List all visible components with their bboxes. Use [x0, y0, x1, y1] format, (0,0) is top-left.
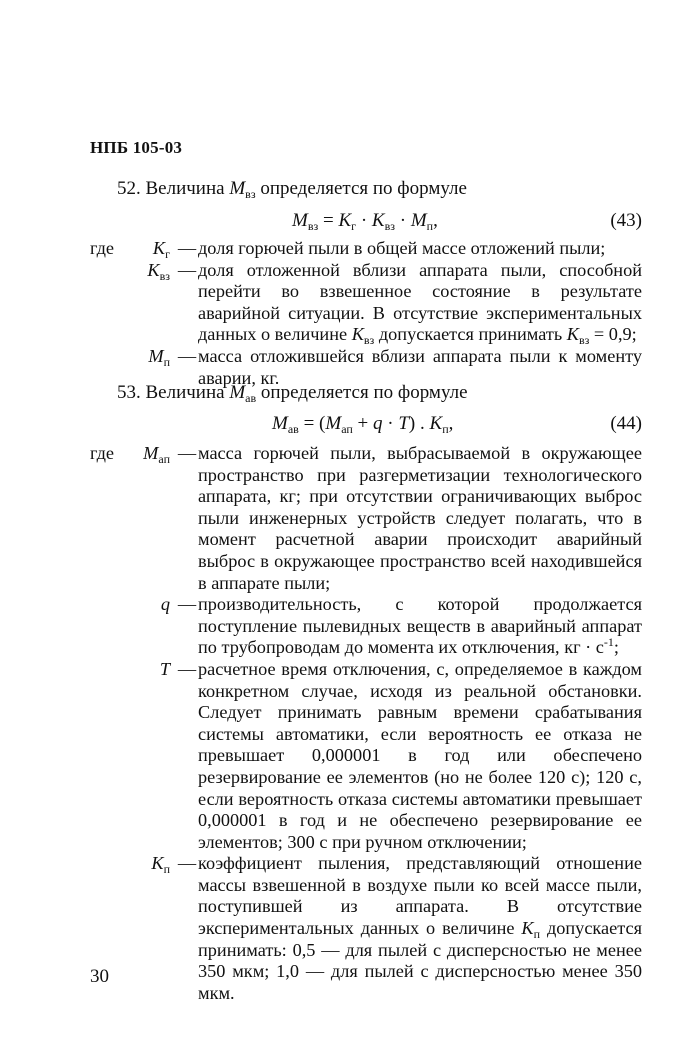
definition-dash: —: [177, 443, 197, 463]
item-52-symbol: M: [229, 178, 246, 199]
item-53-symbol-sub: ав: [245, 391, 257, 405]
formula-43: [292, 210, 438, 232]
formula-44-m-sub: ап: [341, 422, 353, 436]
definitions-43: [90, 238, 642, 389]
definition-text: коэффициент пыления, представляющий отношение массы взвешенной в воздухе пыли ко всей массе пыли, поступившей из аппарата. В отсутствие экспериментальных данных о величине $K_п$ допускается принимать: 0,5 — для пылей с дисперсностью не менее 350 мкм; 1,0 — для пылей с дисперсностью менее 350 мкм.: [198, 853, 642, 1003]
formula-44-tail: ,: [448, 413, 454, 434]
formula-44-lhs-sub: ав: [287, 422, 299, 436]
where-label: где: [90, 443, 115, 463]
definition-dash: —: [177, 238, 197, 258]
definition-text: доля отложенной вблизи аппарата пыли, способной перейти во взвешенное состояние в результате аварийной ситуации. В отсутствие экспериментальных данных о величине $K_{вз}$ допускается принимать $K_{вз} = 0,9$;: [198, 259, 642, 348]
formula-44-close: ) .: [408, 413, 430, 434]
definition-dash: —: [177, 594, 197, 615]
formula-43-k1: K: [338, 210, 352, 231]
formula-43-k1-sub: г: [351, 219, 357, 233]
item-53-intro: [117, 382, 468, 404]
item-53-symbol: M: [229, 382, 246, 403]
formula-44-t: T: [398, 413, 409, 434]
formula-44-k-sub: п: [442, 422, 449, 436]
formula-43-k2-sub: вз: [384, 219, 395, 233]
formula-44-k: K: [429, 413, 443, 434]
definition-text: масса горючей пыли, выбрасываемой в окружающее пространство при разгерметизации технологического аппарата, кг; при отсутствии ограничивающих выброс пыли инженерных устройств следует полагать, что в момент расчетной аварии происходит аварийный выброс в окружающее пространство всей находившейся в аппарате пыли;: [198, 443, 642, 593]
formula-43-dot1: ·: [356, 210, 372, 231]
formula-43-lhs: M: [292, 210, 308, 231]
definition-symbol: $M_{ап}$: [143, 443, 170, 466]
definition-dash: —: [177, 853, 197, 874]
formula-43-dot2: ·: [394, 210, 411, 231]
item-52-text-before: 52. Величина: [117, 178, 230, 199]
formula-43-m-sub: п: [426, 219, 434, 233]
definition-text: расчетное время отключения, с, определяемое в каждом конкретном случае, исходя из реальной обстановки. Следует принимать равным времени срабатывания системы автоматики, если вероятность ее отказа не превышает 0,000001 в год или обеспечено резервирование ее элементов (но не более 120 с); 120 с, если вероятность отказа системы автоматики превышает 0,000001 в год и не обеспечено резервирование ее элементов; 300 с при ручном отключении;: [198, 658, 642, 852]
formula-43-eq: =: [318, 210, 339, 231]
item-52-symbol-sub: вз: [245, 187, 256, 201]
definition-text: производительность, с которой продолжается поступление пылевидных веществ в аварийный аппарат по трубопроводам до момента их отключения, кг · $с^{-1}$;: [198, 594, 642, 658]
formula-43-m: M: [410, 210, 427, 231]
formula-44-dot: ·: [382, 413, 399, 434]
definition-kp: [90, 853, 642, 1004]
formula-44-lhs: M: [272, 413, 288, 434]
definition-q: [90, 594, 642, 659]
formula-43-k2: K: [371, 210, 385, 231]
definition-kg: [90, 238, 642, 260]
definitions-44: [90, 443, 642, 1004]
formula-44-plus: +: [352, 413, 374, 434]
definition-symbol: $K_г$: [152, 238, 170, 261]
definition-text: масса отложившейся вблизи аппарата пыли к моменту аварии, кг.: [198, 345, 642, 388]
formula-44: [272, 413, 453, 435]
item-53-text-before: 53. Величина: [117, 382, 230, 403]
definition-text: доля горючей пыли в общей массе отложений пыли;: [198, 238, 606, 258]
formula-44-eq: = (: [298, 413, 326, 434]
definition-map: [90, 443, 642, 594]
formula-43-tail: ,: [433, 210, 438, 231]
definition-t: [90, 659, 642, 853]
definition-kvz: [90, 260, 642, 346]
definition-symbol: $K_п$: [151, 853, 170, 877]
formula-44-m: M: [325, 413, 342, 434]
definition-symbol: q: [160, 594, 170, 615]
formula-44-q: q: [373, 413, 383, 434]
formula-43-lhs-sub: вз: [307, 219, 319, 233]
item-52-text-after: определяется по формуле: [255, 178, 467, 199]
definition-dash: —: [177, 345, 197, 366]
where-label: где: [90, 238, 115, 258]
page-number: 30: [90, 966, 109, 987]
item-52-intro: [117, 178, 467, 200]
definition-dash: —: [177, 658, 197, 679]
definition-symbol: $K_{вз}$: [147, 259, 170, 283]
document-code-header: НПБ 105-03: [90, 138, 183, 157]
definition-symbol: T: [159, 658, 170, 679]
definition-dash: —: [177, 259, 197, 280]
definition-symbol: $M_п$: [148, 345, 170, 369]
equation-number-43: (43): [610, 210, 642, 231]
item-53-text-after: определяется по формуле: [256, 382, 468, 403]
equation-number-44: (44): [610, 413, 642, 434]
